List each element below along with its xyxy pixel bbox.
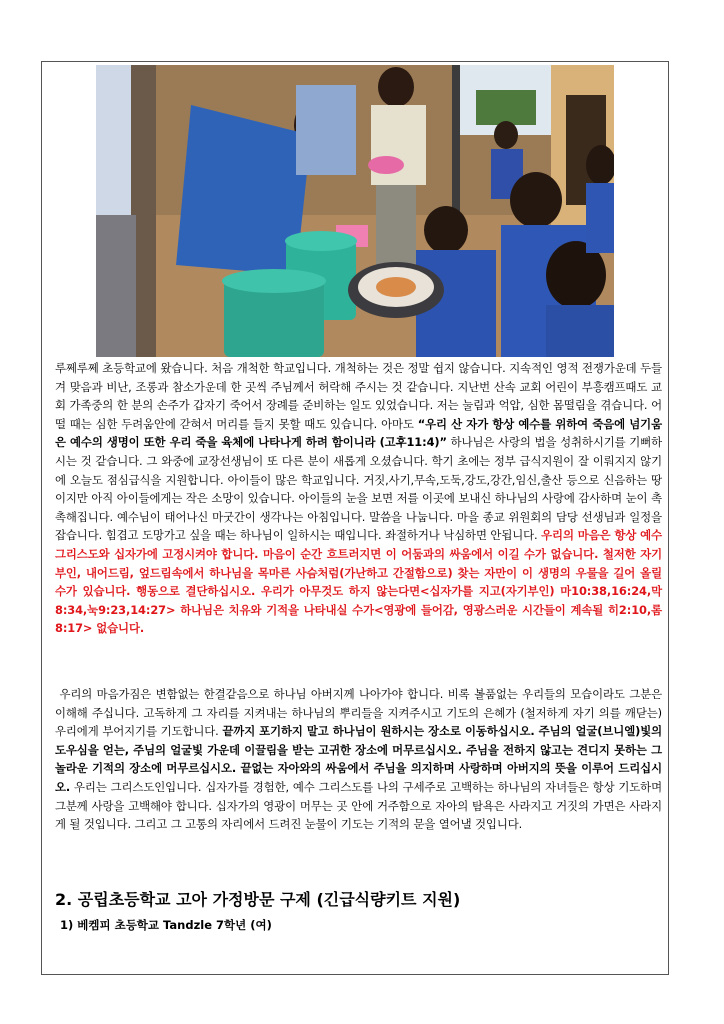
paragraph-1-text-a: 루쩨루쩨 초등학교에 왔습니다. 처음 개척한 학교입니다. 개척하는 것은 정말 쉽지 않습니다. 지속적인 영적 전쟁가운데 두들겨 맞음과 비난, 조롱과 참소가운데 한 곳씩 주님께서 허락해 주시는 것 같습니다. 지난번 산속 교회 어린이 부흥캠프때도 교회 가족중의 한 분의 손주가 갑자기 죽어서 장례를 준비하는 일도 있었습니다. 저는 눌림과 억압, 심한 몸떨림을 겪습니다. 어떨 때는 심한 두려움안에 갇혀서 머리를 들지 못할 때도 있습니다. 아마도	[55, 361, 662, 431]
paragraph-1-bold-verse: “우리 산 자가 항상 예수를 위하여 죽음에 넘기움은 예수의 생명이 또한 우리 죽을 육체에 나타나게 하려 함이니라 (고후11:4)”	[55, 416, 662, 450]
paragraph-1	[55, 359, 662, 638]
section-heading: 2. 공립초등학교 고아 가정방문 구제 (긴급식량키트 지원)	[55, 890, 461, 909]
paragraph-2-bold-text: 끝까지 포기하지 말고 하나님이 원하시는 장소로 이동하십시오. 주님의 얼굴(브니엘)빛의 도우심을 얻는, 주님의 얼굴빛 가운데 이끌림을 받는 고귀한 장소에 머무르십시오. 주님을 전하지 않고는 견디지 못하는 그 놀라운 기적의 장소에 머무르십시오. 끝없는 자아와의 싸움에서 주님을 의지하며 사랑하며 아버지의 뜻을 이루어 드리십시오.	[55, 724, 663, 794]
section-subheading: 1) 베켐피 초등학교 Tandzle 7학년 (여)	[60, 918, 272, 932]
photo-illustration	[96, 65, 614, 357]
paragraph-2	[55, 685, 662, 834]
photo-children-food	[96, 65, 614, 357]
paragraph-1-red-text: 우리의 마음은 항상 예수 그리스도와 십자가에 고정시켜야 합니다. 마음이 순간 흐트러지면 이 어둠과의 싸움에서 이길 수가 없습니다. 철저한 자기부인, 내어드림, 엎드림속에서 하나님을 목마른 사슴처럼(가난하고 간절함으로) 찾는 자만이 이 생명의 우물을 길어 올릴 수가 있습니다. 행동으로 결단하십시오. 우리가 아무것도 하지 않는다면<십자가를 지고(자기부인) 마10:38,16:24,막8:34,눅9:23,14:27> 하나님은 치유와 기적을 나타내실 수가<영광에 들어감, 영광스러운 시간들이 계속될 히2:10,롬8:17> 없습니다.	[55, 528, 662, 636]
paragraph-1-text-b: 하나님은 사랑의 법을 성취하시기를 기뻐하시는 것 같습니다. 그 와중에 교장선생님이 또 다른 분이 새롭게 오셨습니다. 학기 초에는 정부 급식지원이 잘 이뤄지지 않기에 오늘도 점심급식을 지원합니다. 아이들이 많은 학교입니다. 거짓,사기,무속,도둑,강도,강간,임신,출산 등으로 신음하는 땅이지만 아직 아이들에게는 작은 소망이 있습니다. 아이들의 눈을 보면 저를 이곳에 보내신 하나님의 사랑에 감사하며 눈이 촉촉해집니다. 예수님이 태어나신 마굿간이 생각나는 아침입니다. 말씀을 나눕니다. 마을 종교 위원회의 담당 선생님과 일정을 잡습니다. 힘겹고 도망가고 싶을 때는 하나님이 일하시는 때입니다. 좌절하거나 낙심하면 안됩니다.	[55, 435, 663, 543]
paragraph-2-text-b: 우리는 그리스도인입니다. 십자가를 경험한, 예수 그리스도를 나의 구세주로 고백하는 하나님의 자녀들은 항상 기도하며 그분께 사랑을 고백해야 합니다. 십자가의 영광이 머무는 곳 안에 거주함으로 자아의 탐욕은 사라지고 거짓의 가면은 사라지게 될 것입니다. 그리고 그 고통의 자리에서 드려진 눈물이 기도는 기적의 문을 열어낼 것입니다.	[55, 779, 662, 832]
paragraph-2-text-a: 우리의 마음가짐은 변함없는 한결같음으로 하나님 아버지께 나아가야 합니다. 비록 볼품없는 우리들의 모습이라도 그분은 이해해 주십니다. 고독하게 그 자리를 지켜내는 하나님의 뿌리들을 지켜주시고 기도의 은혜가 (철저하게 자기 의를 깨닫는) 우리에게 부어지기를 기도합니다.	[55, 687, 662, 739]
